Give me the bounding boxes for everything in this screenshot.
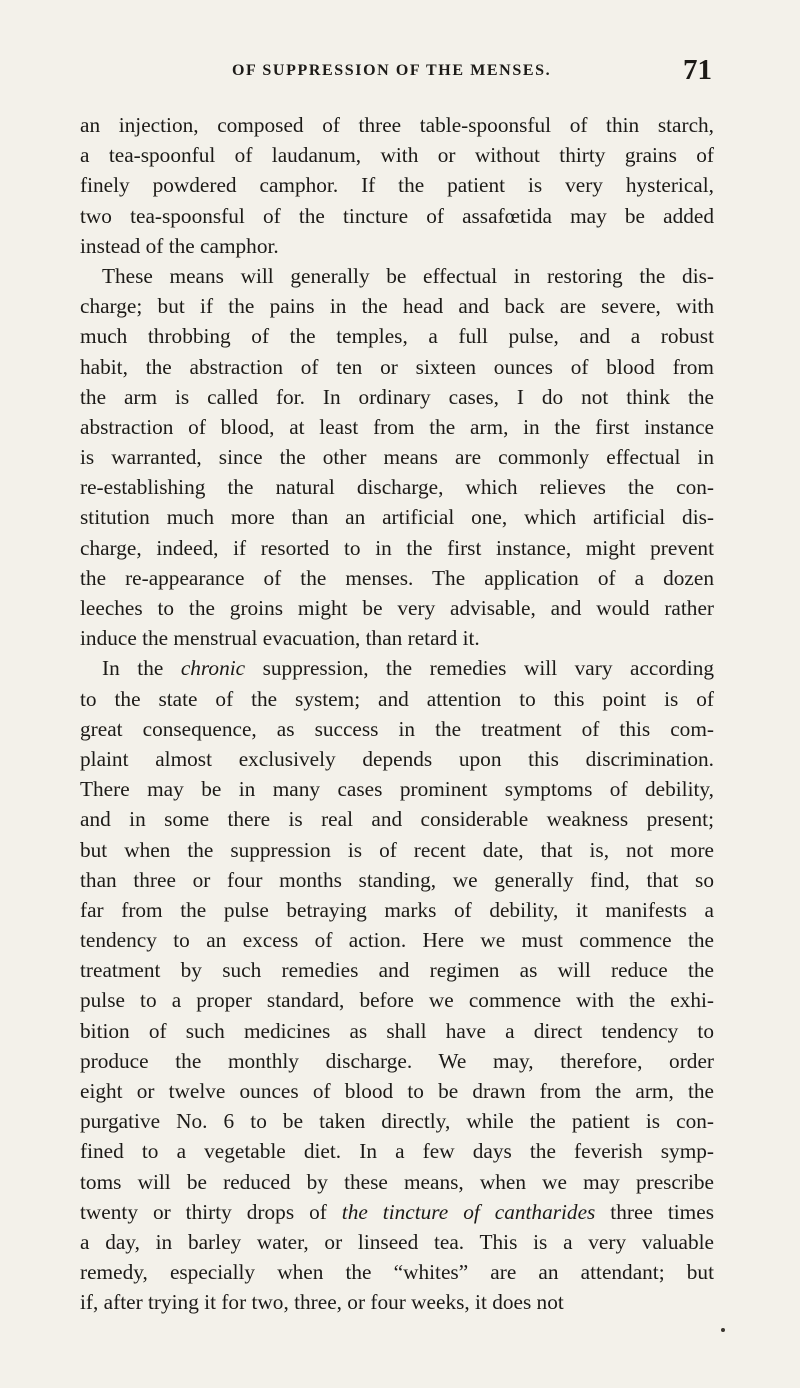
text-run: leeches to the groins might be very advisable, and would rather xyxy=(80,596,714,620)
text-line xyxy=(80,835,714,865)
text-line xyxy=(80,1197,714,1227)
text-line xyxy=(80,1076,714,1106)
text-run: remedy, especially when the “whites” are an attendant; but xyxy=(80,1260,714,1285)
text-line xyxy=(80,1167,714,1197)
text-run: great consequence, as success in the treatment of this com- xyxy=(80,716,714,741)
text-run: a tea-spoonful of laudanum, with or without thirty grains of xyxy=(80,143,714,168)
text-line xyxy=(80,352,714,382)
text-run: charge, indeed, if resorted to in the first instance, might prevent xyxy=(80,535,714,560)
text-line xyxy=(80,382,714,412)
text-run: if, after trying it for two, three, or four weeks, it does not xyxy=(80,1290,564,1315)
text-line xyxy=(80,170,714,200)
text-line xyxy=(80,291,714,321)
text-run: is warranted, since the other means are commonly effectual in xyxy=(80,445,714,470)
text-run: re-establishing the natural discharge, which relieves the con- xyxy=(80,475,714,500)
text-run: charge; but if the pains in the head and back are severe, with xyxy=(80,294,714,319)
text-line xyxy=(80,865,714,895)
text-run: treatment by such remedies and regimen as will reduce the xyxy=(80,958,714,983)
text-run: bition of such medicines as shall have a direct tendency to xyxy=(80,1018,714,1043)
text-line xyxy=(80,1046,714,1076)
text-run: induce the menstrual evacuation, than retard it. xyxy=(80,626,480,651)
text-line xyxy=(80,684,714,714)
text-line xyxy=(80,231,714,261)
text-line xyxy=(80,1257,714,1287)
text-run: a day, in barley water, or linseed tea. This is a very valuable xyxy=(80,1229,714,1254)
print-speck xyxy=(721,1328,725,1332)
text-run: toms will be reduced by these means, when we may prescribe xyxy=(80,1169,714,1194)
text-run: tendency to an excess of action. Here we must commence the xyxy=(80,928,714,953)
text-line xyxy=(80,1227,714,1257)
text-run: pulse to a proper standard, before we commence with the exhi- xyxy=(80,988,714,1013)
text-run: produce the monthly discharge. We may, therefore, order xyxy=(80,1048,714,1073)
text-line xyxy=(80,321,714,351)
page-number: 71 xyxy=(683,54,712,86)
text-line xyxy=(80,442,714,472)
text-line xyxy=(80,744,714,774)
text-run: eight or twelve ounces of blood to be drawn from the arm, the xyxy=(80,1079,714,1103)
text-line xyxy=(80,412,714,442)
italic-phrase: the tincture of cantharides xyxy=(341,1199,596,1224)
text-run: stitution much more than an artificial one, which artificial dis- xyxy=(80,505,714,530)
text-line xyxy=(80,774,714,804)
body-text xyxy=(80,110,714,1318)
text-line xyxy=(80,502,714,532)
text-line xyxy=(80,925,714,955)
text-run: and in some there is real and considerable weakness present; xyxy=(80,807,714,832)
text-line xyxy=(80,110,714,140)
text-run: abstraction of blood, at least from the arm, in the first instance xyxy=(80,414,714,439)
text-line xyxy=(80,472,714,502)
italic-phrase: chronic xyxy=(180,656,246,681)
text-line xyxy=(80,593,714,623)
text-line xyxy=(80,1136,714,1166)
text-run: much throbbing of the temples, a full pulse, and a robust xyxy=(80,324,714,349)
text-run: There may be in many cases prominent symptoms of debility, xyxy=(80,777,714,802)
text-line xyxy=(80,955,714,985)
text-run: finely powdered camphor. If the patient is very hysterical, xyxy=(80,173,714,198)
text-run: two tea-spoonsful of the tincture of assafœtida may be added xyxy=(80,203,714,228)
text-run: suppression, the remedies will vary according xyxy=(245,656,714,681)
text-line xyxy=(80,653,714,683)
text-run: These means will generally be effectual in restoring the dis- xyxy=(102,263,714,288)
text-run: three times xyxy=(595,1199,714,1224)
text-run: twenty or thirty drops of xyxy=(80,1199,342,1224)
text-line xyxy=(80,261,714,291)
text-line xyxy=(80,895,714,925)
text-run: an injection, composed of three table-spoonsful of thin starch, xyxy=(80,113,714,137)
text-run: to the state of the system; and attention to this point is of xyxy=(80,686,714,711)
text-run: far from the pulse betraying marks of debility, it manifests a xyxy=(80,897,714,922)
text-run: than three or four months standing, we generally find, that so xyxy=(80,867,714,892)
text-line xyxy=(80,623,714,653)
running-head xyxy=(82,54,712,88)
text-run: instead of the camphor. xyxy=(80,233,279,258)
text-line xyxy=(80,985,714,1015)
text-line xyxy=(80,1016,714,1046)
text-line xyxy=(80,201,714,231)
text-line xyxy=(80,563,714,593)
text-run: the re-appearance of the menses. The application of a dozen xyxy=(80,565,714,590)
running-title: OF SUPPRESSION OF THE MENSES. xyxy=(232,62,552,79)
text-line xyxy=(80,533,714,563)
text-line xyxy=(80,714,714,744)
text-line xyxy=(80,1106,714,1136)
text-line xyxy=(80,140,714,170)
text-run: fined to a vegetable diet. In a few days the feverish symp- xyxy=(80,1139,714,1164)
text-run: habit, the abstraction of ten or sixteen ounces of blood from xyxy=(80,354,714,379)
text-run: but when the suppression is of recent date, that is, not more xyxy=(80,837,714,862)
text-line xyxy=(80,1287,714,1317)
text-run: the arm is called for. In ordinary cases, I do not think the xyxy=(80,384,714,409)
text-line xyxy=(80,804,714,834)
text-run: plaint almost exclusively depends upon this discrimination. xyxy=(80,746,714,771)
text-run: In the xyxy=(102,656,181,681)
text-run: purgative No. 6 to be taken directly, while the patient is con- xyxy=(80,1109,714,1134)
